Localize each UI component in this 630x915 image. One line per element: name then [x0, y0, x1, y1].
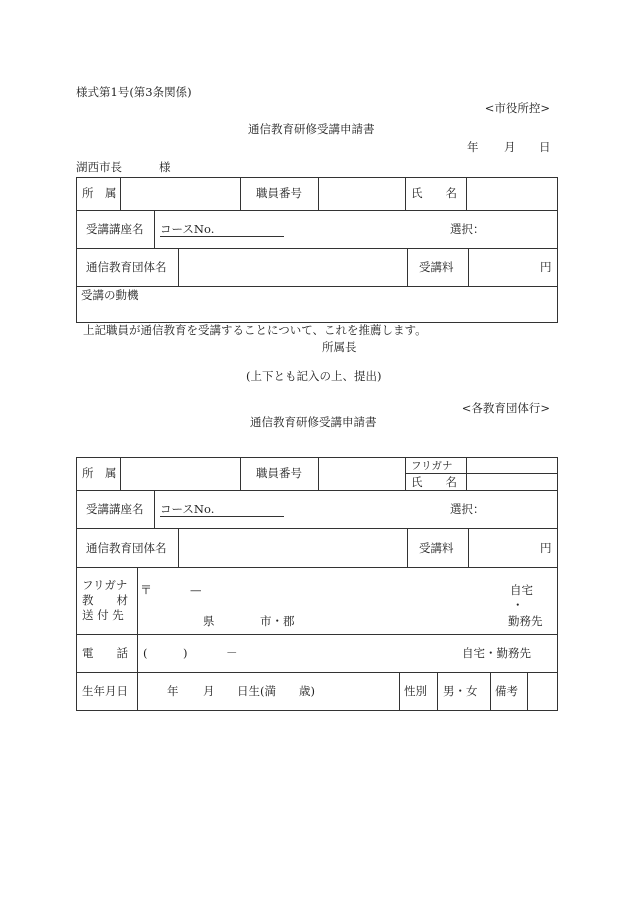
affiliation-label: 所 属 — [82, 186, 117, 200]
employee-no-label: 職員番号 — [256, 186, 302, 200]
phone-label: 電 話 — [82, 646, 128, 660]
col-divider — [407, 528, 408, 567]
motive-label: 受講の動機 — [81, 288, 139, 302]
birth-month: 月 — [203, 684, 215, 698]
sex-options[interactable]: 男・女 — [443, 684, 478, 698]
col-divider — [407, 248, 408, 286]
fee-label: 受講料 — [419, 260, 454, 274]
course-no-field[interactable]: コースNo. — [160, 222, 284, 237]
affiliation-field[interactable] — [121, 459, 239, 489]
copy-label-city: <市役所控> — [484, 101, 550, 115]
addressee-suffix: 様 — [159, 160, 171, 174]
sex-label: 性別 — [404, 684, 427, 698]
home-label: 自宅 — [510, 583, 533, 597]
name-field[interactable] — [467, 179, 556, 209]
affiliation-label: 所 属 — [82, 466, 117, 480]
phone-paren-open: ( — [143, 646, 148, 660]
course-no-field[interactable]: コースNo. — [160, 502, 284, 517]
furigana-field[interactable] — [467, 458, 556, 472]
row-divider — [76, 248, 558, 249]
provider-label: 通信教育団体名 — [86, 541, 167, 555]
birth-day-age: 日生(満 歳) — [237, 684, 315, 698]
postal-dash: — — [190, 583, 202, 597]
form-title-2: 通信教育研修受講申請書 — [250, 415, 377, 429]
affiliation-field[interactable] — [121, 179, 239, 209]
shipping-address-field[interactable] — [138, 568, 498, 633]
col-divider — [154, 490, 155, 528]
separator-dot: ・ — [512, 598, 524, 612]
course-name-label: 受講講座名 — [86, 502, 144, 516]
fee-label: 受講料 — [419, 541, 454, 555]
employee-no-label: 職員番号 — [256, 466, 302, 480]
shipping-label-line3: 送 付 先 — [82, 608, 124, 622]
row-divider — [76, 490, 558, 491]
phone-dash: － — [226, 646, 238, 660]
postal-mark-icon: 〒 — [140, 583, 153, 597]
remarks-label: 備考 — [495, 684, 518, 698]
name-label: 氏 名 — [411, 186, 457, 200]
col-divider — [399, 672, 400, 710]
prefecture-label: 県 — [203, 614, 215, 628]
col-divider — [468, 528, 469, 567]
col-divider — [437, 672, 438, 710]
shipping-furigana-label: フリガナ — [82, 578, 128, 592]
provider-label: 通信教育団体名 — [86, 260, 167, 274]
birth-label: 生年月日 — [82, 684, 128, 698]
date-month: 月 — [504, 140, 516, 154]
col-divider — [468, 248, 469, 286]
addressee: 湖西市長 — [76, 160, 122, 174]
form-title: 通信教育研修受講申請書 — [248, 122, 375, 136]
name-field[interactable] — [467, 474, 556, 489]
submission-note: (上下とも記入の上、提出) — [246, 369, 382, 383]
col-divider — [490, 672, 491, 710]
motive-field[interactable] — [77, 303, 555, 321]
remarks-field[interactable] — [528, 674, 556, 709]
provider-field[interactable] — [179, 530, 405, 565]
date-year: 年 — [467, 140, 479, 154]
name-label: 氏 名 — [411, 475, 457, 489]
row-divider — [76, 634, 558, 635]
col-divider — [154, 210, 155, 248]
row-divider — [76, 672, 558, 673]
col-divider — [240, 457, 241, 490]
row-divider — [76, 528, 558, 529]
form-number: 様式第1号(第3条関係) — [76, 85, 192, 99]
fee-yen: 円 — [540, 541, 552, 555]
row-divider — [76, 286, 558, 287]
recommend-statement: 上記職員が通信教育を受講することについて、これを推薦します。 — [83, 323, 427, 337]
row-divider — [76, 210, 558, 211]
birth-year: 年 — [167, 684, 179, 698]
col-divider — [240, 177, 241, 210]
employee-no-field[interactable] — [319, 179, 404, 209]
course-name-label: 受講講座名 — [86, 222, 144, 236]
fee-yen: 円 — [540, 260, 552, 274]
employee-no-field[interactable] — [319, 459, 404, 489]
phone-field[interactable] — [138, 636, 438, 670]
col-divider — [405, 177, 406, 210]
phone-paren-close: ) — [183, 646, 188, 660]
selection-label[interactable]: 選択： — [450, 502, 485, 516]
shipping-label-line2: 教 材 — [82, 593, 128, 607]
date-day: 日 — [539, 140, 551, 154]
recommender-label: 所属長 — [322, 340, 357, 354]
provider-field[interactable] — [179, 250, 405, 284]
city-label: 市・郡 — [260, 614, 295, 628]
furigana-label: フリガナ — [411, 460, 453, 472]
col-divider — [405, 457, 406, 490]
work-label: 勤務先 — [508, 614, 543, 628]
phone-type: 自宅・勤務先 — [462, 646, 531, 660]
selection-label[interactable]: 選択： — [450, 222, 485, 236]
copy-label-provider: <各教育団体行> — [461, 401, 550, 415]
